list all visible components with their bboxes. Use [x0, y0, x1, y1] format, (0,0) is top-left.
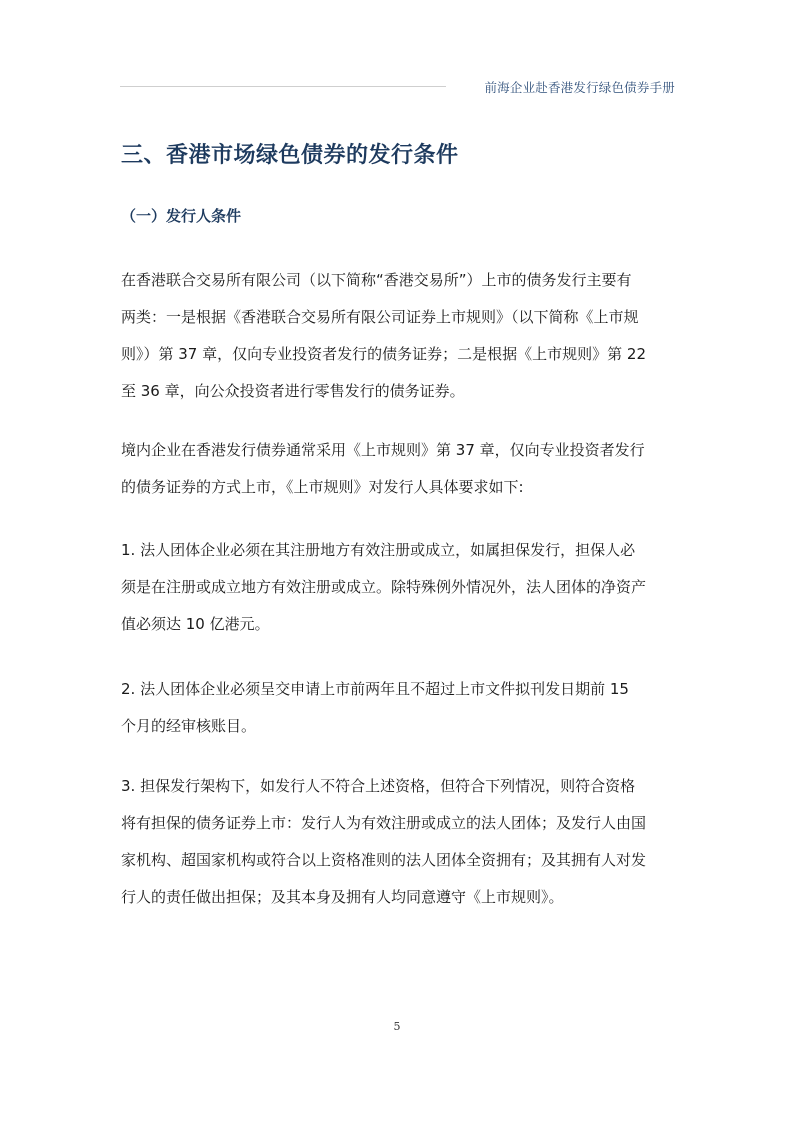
list-item-2 [121, 671, 681, 745]
text-line: 须是在注册或成立地方有效注册或成立。除特殊例外情况外，法人团体的净资产 [121, 578, 647, 596]
text-line: 值必须达 10 亿港元。 [121, 615, 270, 633]
header-rule [120, 86, 446, 87]
text-line: 行人的责任做出担保；及其本身及拥有人均同意遵守《上市规则》。 [121, 888, 564, 906]
text-line: 境内企业在香港发行债券通常采用《上市规则》第 37 章，仅向专业投资者发行 [121, 441, 645, 459]
text-line: 两类：一是根据《香港联合交易所有限公司证券上市规则》（以下简称《上市规 [121, 308, 639, 326]
running-header [120, 78, 675, 98]
paragraph-issuer-requirements-intro [121, 432, 681, 506]
text-line: 2. 法人团体企业必须呈交申请上市前两年且不超过上市文件拟刊发日期前 15 [121, 680, 629, 698]
list-item-1 [121, 532, 681, 643]
text-line: 3. 担保发行架构下，如发行人不符合上述资格，但符合下列情况，则符合资格 [121, 777, 636, 795]
document-title: 前海企业赴香港发行绿色债券手册 [484, 80, 675, 95]
text-line: 个月的经审核账目。 [121, 717, 257, 735]
section-heading: 三、香港市场绿色债券的发行条件 [121, 143, 459, 168]
page-number: 5 [393, 1020, 401, 1033]
list-item-3 [121, 768, 681, 916]
subsection-heading: （一）发行人条件 [121, 207, 242, 225]
text-line: 则》）第 37 章，仅向专业投资者发行的债务证券；二是根据《上市规则》第 22 [121, 345, 646, 363]
text-line: 将有担保的债务证券上市：发行人为有效注册或成立的法人团体；及发行人由国 [121, 814, 647, 832]
text-line: 家机构、超国家机构或符合以上资格准则的法人团体全资拥有；及其拥有人对发 [121, 851, 647, 869]
text-line: 至 36 章，向公众投资者进行零售发行的债务证券。 [121, 382, 465, 400]
text-line: 1. 法人团体企业必须在其注册地方有效注册或成立，如属担保发行，担保人必 [121, 541, 636, 559]
text-line: 在香港联合交易所有限公司（以下简称“香港交易所”）上市的债务发行主要有 [121, 271, 632, 289]
paragraph-listing-types [121, 262, 681, 410]
text-line: 的债务证券的方式上市，《上市规则》对发行人具体要求如下: [121, 478, 524, 496]
